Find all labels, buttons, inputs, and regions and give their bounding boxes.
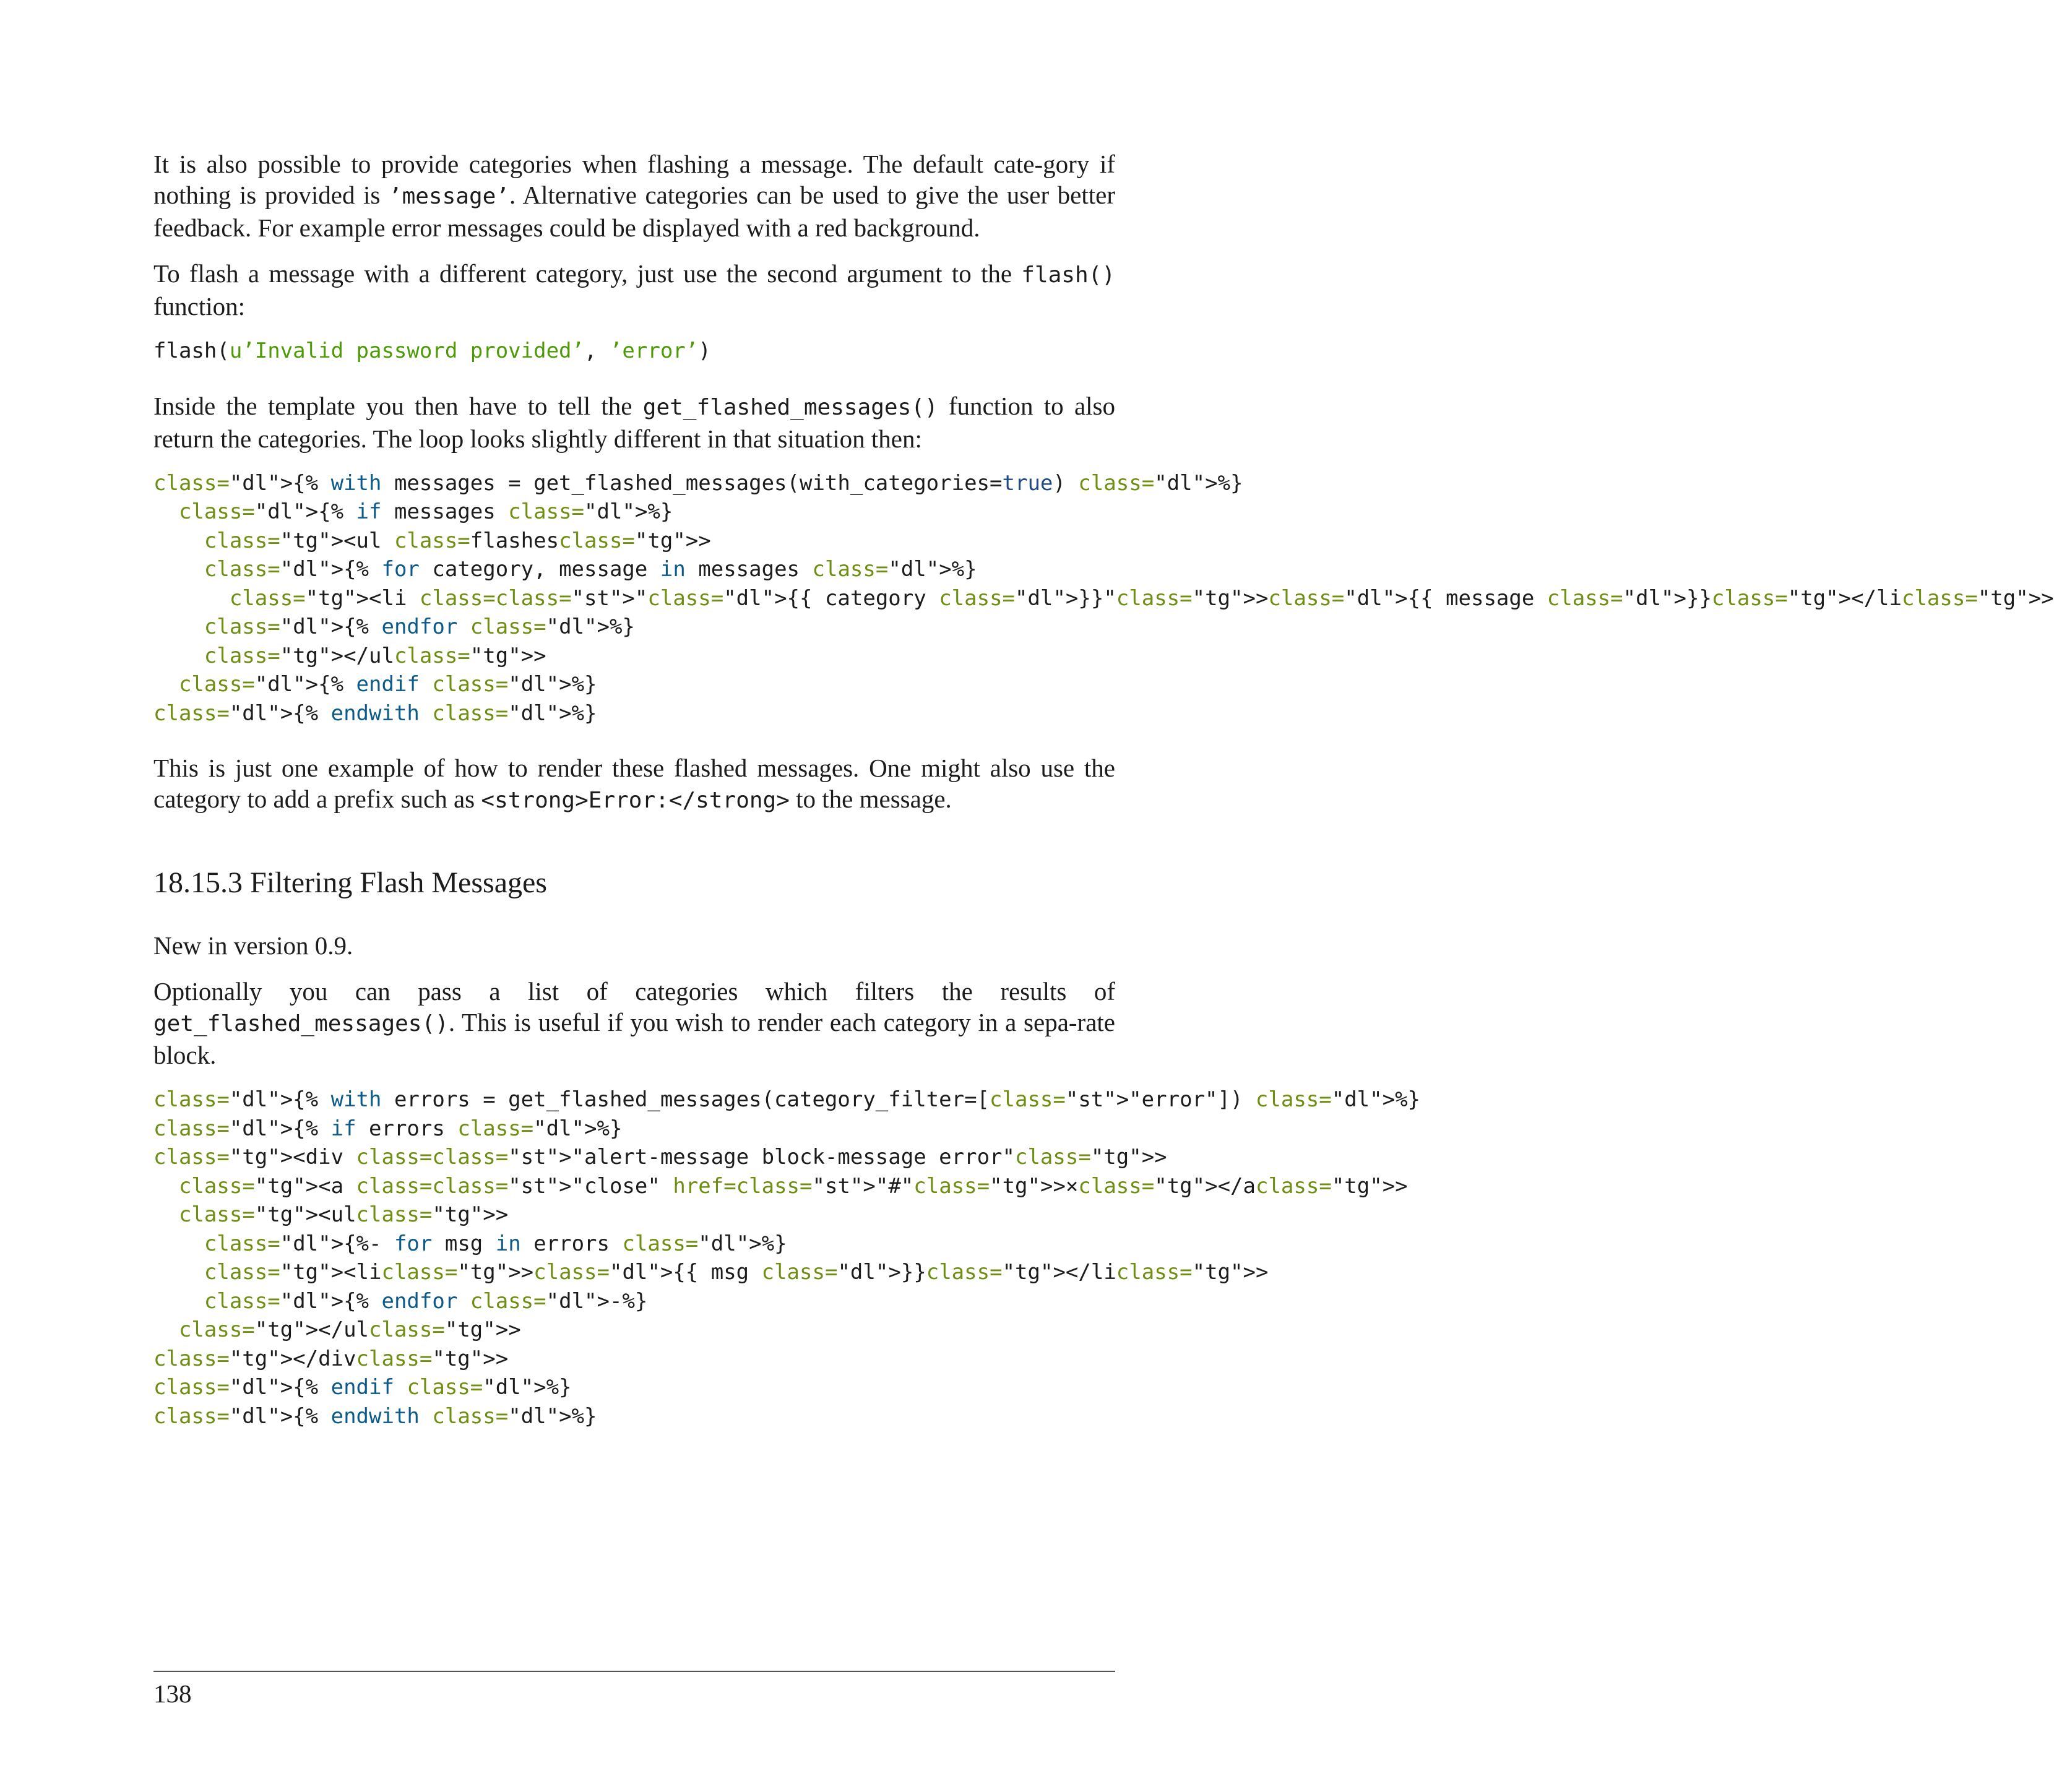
code-line: class="dl">{% endif class="dl">%} <box>178 672 597 697</box>
code-line: class="dl">{% if messages class="dl">%} <box>178 499 673 524</box>
code-line: class="dl">{% if errors class="dl">%} <box>153 1116 623 1141</box>
code-block-flash-call <box>153 337 1115 366</box>
inline-code: ’message’ <box>388 184 509 209</box>
code-token: ) <box>698 338 711 363</box>
code-line: class="tg"><li class=class="st">"class="dl">{{ category class="dl">}}"class="tg">>class="dl">{{ message class="dl">}}class="tg"></liclass="tg">> <box>229 585 2054 611</box>
code-token: flash( <box>153 338 230 363</box>
inline-code: <strong>Error:</strong> <box>481 788 790 813</box>
inline-code: get_flashed_messages() <box>642 394 938 420</box>
code-token: ’error’ <box>609 338 699 363</box>
code-line: class="tg"><ulclass="tg">> <box>178 1202 509 1227</box>
code-line: class="dl">{% with errors = get_flashed_messages(category_filter=[class="st">"error"]) class="dl">%} <box>153 1087 1421 1112</box>
code-line: class="tg"></ulclass="tg">> <box>204 643 546 668</box>
code-line: class="dl">{% endwith class="dl">%} <box>153 1403 597 1429</box>
code-line: class="dl">{% endfor class="dl">-%} <box>204 1288 648 1314</box>
code-line: class="dl">{% endfor class="dl">%} <box>204 614 635 639</box>
code-line: class="dl">{% with messages = get_flashed_messages(with_categories=true) class="dl">%} <box>153 470 1243 496</box>
code-line: class="tg"></ulclass="tg">> <box>178 1317 521 1342</box>
code-line: class="tg"><liclass="tg">>class="dl">{{ msg class="dl">}}class="tg"></liclass="tg">> <box>204 1260 1269 1285</box>
paragraph-text: Optionally you can pass a list of categories which filters the results of <box>153 977 1115 1006</box>
code-line: class="tg"><ul class=flashesclass="tg">> <box>204 528 711 553</box>
paragraph-text: It is also possible to provide categories when flashing a message. The default cate-gory if nothing is provided is <box>153 150 1115 209</box>
page-number: 138 <box>153 1679 192 1708</box>
code-line: class="tg"><div class=class="st">"alert-message block-message error"class="tg">> <box>153 1145 1167 1170</box>
paragraph-text: to the message. <box>789 785 952 813</box>
code-line: class="dl">{% endif class="dl">%} <box>153 1375 572 1400</box>
page-content <box>153 149 2054 1455</box>
code-line: class="tg"></divclass="tg">> <box>153 1346 509 1371</box>
paragraph-text: . This is useful if you wish to render each category in a sepa-rate block. <box>153 1008 1115 1069</box>
paragraph-categories <box>153 149 1115 243</box>
paragraph-template-categories <box>153 390 1115 454</box>
section-heading: 18.15.3 Filtering Flash Messages <box>153 866 547 899</box>
version-note: New in version 0.9. <box>153 931 353 960</box>
paragraph-text: function: <box>153 292 246 321</box>
footer-rule <box>153 1671 1115 1672</box>
paragraph-text: function to also return the categories. The loop looks slightly different in that situation then: <box>153 391 1115 453</box>
paragraph-text: Inside the template you then have to tell the <box>153 391 643 420</box>
code-block-filter <box>153 1085 1421 1431</box>
code-block-template-loop <box>153 469 2054 728</box>
paragraph-text: . Alternative categories can be used to give the user better feedback. For example error messages could be displayed with a red background. <box>153 181 1115 242</box>
code-line: class="dl">{% for category, message in messages class="dl">%} <box>204 557 977 582</box>
code-token: , <box>584 338 610 363</box>
paragraph-flash-category <box>153 258 1115 322</box>
code-line: class="dl">{%- for msg in errors class="dl">%} <box>204 1231 787 1256</box>
paragraph-render-example <box>153 752 1115 816</box>
paragraph-text: This is just one example of how to render these flashed messages. One might also use the category to add a prefix such as <box>153 754 1115 813</box>
paragraph-filtering <box>153 976 1115 1070</box>
code-line: class="dl">{% endwith class="dl">%} <box>153 700 597 726</box>
paragraph-text: To flash a message with a different category, just use the second argument to the <box>153 259 1022 288</box>
code-token: u’Invalid password provided’ <box>229 338 584 363</box>
inline-code: get_flashed_messages() <box>153 1011 449 1036</box>
code-line: class="tg"><a class=class="st">"close" href=class="st">"#"class="tg">>×class="tg"></aclass="tg">> <box>178 1173 1408 1199</box>
inline-code: flash() <box>1021 262 1115 288</box>
